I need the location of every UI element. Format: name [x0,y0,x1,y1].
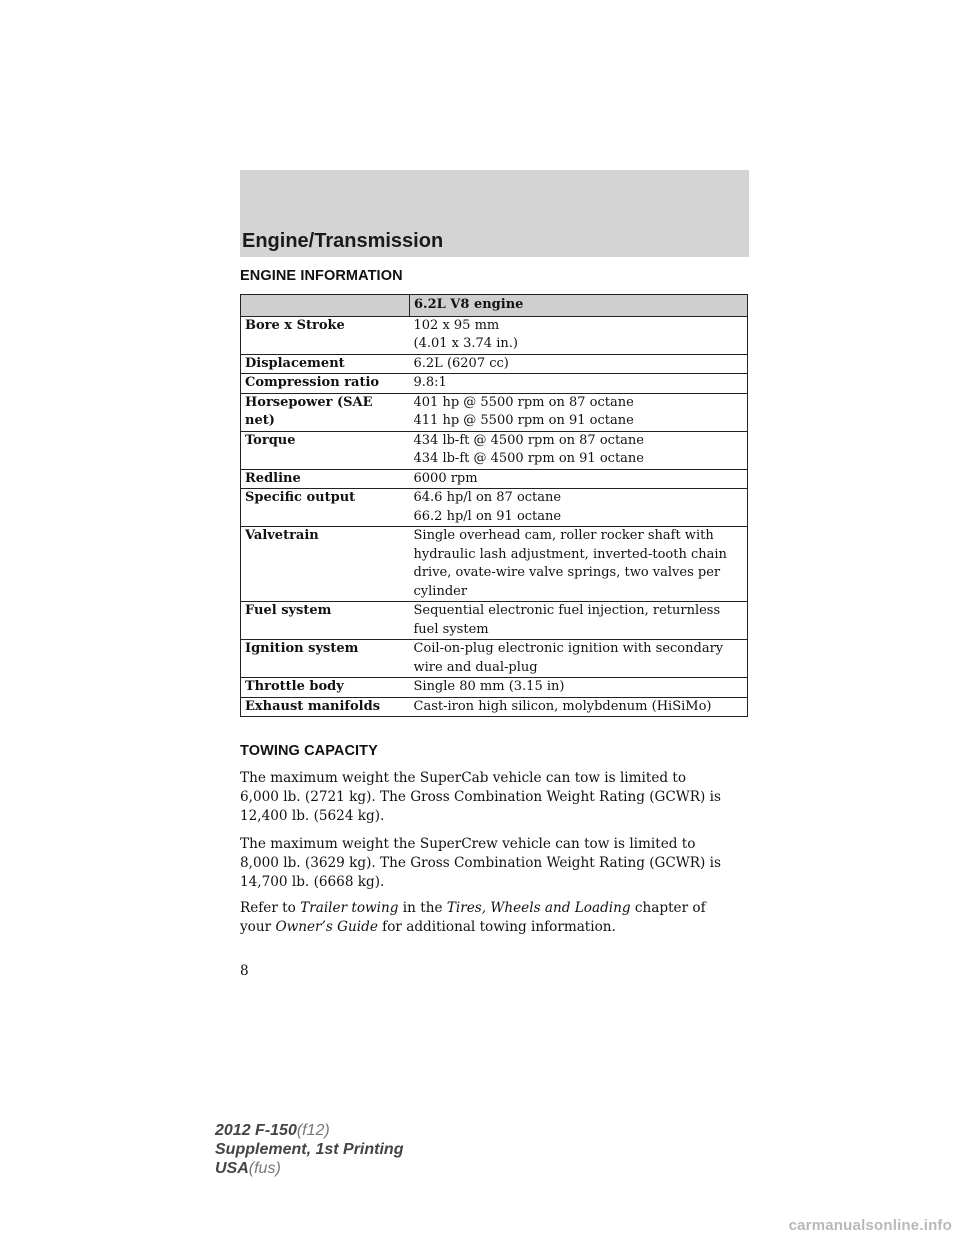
spec-value [410,393,748,431]
spec-value-line: cylinder [413,583,468,599]
footer-printing: Supplement, 1st Printing [215,1141,404,1158]
spec-value-line: Coil-on-plug electronic ignition with secondary [413,641,724,656]
paragraph-line: The maximum weight the SuperCrew vehicle can tow is limited to [240,836,696,852]
table-row [241,316,748,354]
chapter-title: Engine/Transmission [242,230,444,252]
engine-spec-table-body [241,316,748,717]
text-run: your [240,919,276,935]
spec-value-line: 411 hp @ 5500 rpm on 91 octane [413,413,634,428]
spec-label: Specific output [241,489,410,527]
engine-information-heading: ENGINE INFORMATION [240,268,403,284]
spec-value-line: (4.01 x 3.74 in.) [413,336,518,351]
paragraph-line: 8,000 lb. (3629 kg). The Gross Combination Weight Rating (GCWR) is [240,855,721,871]
table-row [241,374,748,394]
table-row [241,697,748,717]
spec-label: Bore x Stroke [241,316,410,354]
spec-label: Redline [241,469,410,489]
table-row [241,527,748,602]
paragraph-line: The maximum weight the SuperCab vehicle can tow is limited to [240,770,687,786]
spec-value-line: 434 lb-ft @ 4500 rpm on 87 octane [413,432,644,448]
spec-value [410,374,748,394]
spec-value-line: 102 x 95 mm [413,317,500,333]
table-row [241,431,748,469]
table-header-blank-cell [241,295,410,317]
spec-label: Exhaust manifolds [241,697,410,717]
spec-value-line: fuel system [413,621,489,637]
site-watermark: carmanualsonline.info [788,1217,952,1234]
spec-value [410,489,748,527]
trailer-towing-reference: Trailer towing [300,900,399,916]
spec-label-line: net) [245,413,275,428]
towing-capacity-heading: TOWING CAPACITY [240,743,378,759]
spec-label: Compression ratio [241,374,410,394]
spec-label: Fuel system [241,602,410,640]
spec-value-line: 66.2 hp/l on 91 octane [413,508,562,524]
chapter-header-band [240,170,749,257]
spec-value [410,678,748,698]
paragraph-line [240,918,760,937]
spec-value-line: 6.2L (6207 cc) [413,355,509,371]
footer-market: USA [215,1160,249,1177]
footer-market-code: (fus) [248,1160,281,1177]
spec-label-line: Horsepower (SAE [245,394,373,410]
spec-value-line: 9.8:1 [413,375,447,390]
spec-value-line: 434 lb-ft @ 4500 rpm on 91 octane [413,451,644,466]
spec-value-line: 64.6 hp/l on 87 octane [413,490,562,505]
footer-line-printing [215,1140,403,1159]
spec-label: Ignition system [241,640,410,678]
spec-value [410,316,748,354]
text-run: chapter of [630,900,706,916]
spec-value [410,431,748,469]
spec-label: Torque [241,431,410,469]
spec-value-line: wire and dual-plug [413,659,538,675]
footer-model: 2012 F-150 [215,1122,297,1139]
towing-paragraph-reference [240,899,760,937]
table-row [241,469,748,489]
paragraph-line: 14,700 lb. (6668 kg). [240,874,385,890]
spec-value [410,640,748,678]
footer-line-market [215,1159,403,1178]
spec-value-line: hydraulic lash adjustment, inverted-tooth chain [413,546,727,562]
spec-label: Throttle body [241,678,410,698]
spec-value-line: Single overhead cam, roller rocker shaft with [413,528,714,543]
towing-paragraph-supercrew [240,835,760,892]
spec-value [410,527,748,602]
footer-model-code: (f12) [296,1122,330,1139]
spec-value-line: 6000 rpm [413,470,478,486]
spec-value [410,469,748,489]
spec-value-line: Single 80 mm (3.15 in) [413,679,565,694]
page-number: 8 [240,963,249,979]
table-row [241,354,748,374]
table-row [241,602,748,640]
spec-label: Displacement [241,354,410,374]
text-run: for additional towing information. [377,919,616,935]
towing-paragraph-supercab [240,769,760,826]
table-header-engine: 6.2L V8 engine [410,295,748,317]
spec-value [410,354,748,374]
table-row [241,678,748,698]
paragraph-line: 6,000 lb. (2721 kg). The Gross Combination Weight Rating (GCWR) is [240,789,721,805]
table-header-row [241,295,748,317]
tires-wheels-loading-reference: Tires, Wheels and Loading [446,900,631,916]
footer-line-model [215,1121,403,1140]
spec-label [241,393,410,431]
print-footer [215,1121,403,1178]
owners-guide-reference: Owner’s Guide [275,919,378,935]
paragraph-line [240,899,760,918]
table-row [241,393,748,431]
engine-spec-table [240,294,748,717]
spec-label: Valvetrain [241,527,410,602]
spec-value [410,602,748,640]
spec-value-line: 401 hp @ 5500 rpm on 87 octane [413,394,634,410]
paragraph-line: 12,400 lb. (5624 kg). [240,808,385,824]
spec-value-line: Cast-iron high silicon, molybdenum (HiSiMo) [413,698,712,714]
table-row [241,489,748,527]
table-row [241,640,748,678]
spec-value-line: Sequential electronic fuel injection, returnless [413,603,721,618]
text-run: Refer to [240,900,301,916]
spec-value-line: drive, ovate-wire valve springs, two valves per [413,565,721,580]
spec-value [410,697,748,717]
text-run: in the [398,900,447,916]
